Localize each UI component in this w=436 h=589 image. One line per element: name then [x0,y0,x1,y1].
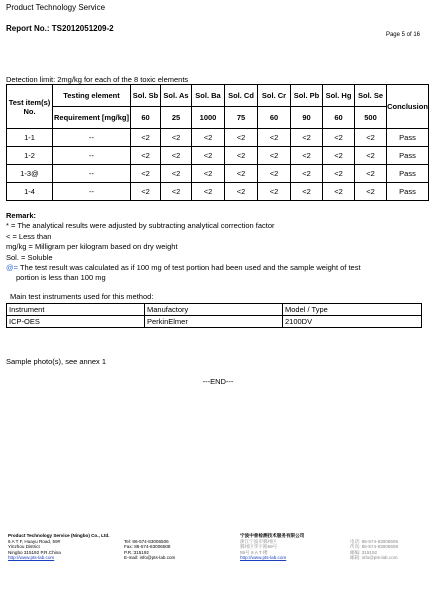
col-item-header: Test item(s) No. [7,85,53,129]
row-number: 1-4 [7,183,53,201]
remark-line: < = Less than [6,231,52,241]
result-cell: <2 [355,165,387,183]
table-row [7,165,429,183]
result-cell: <2 [323,183,355,201]
footer-fax: Fax: 86-574-83006508 [124,544,171,550]
results-table [6,84,429,201]
row-dash: -- [53,183,131,201]
element-header: Sol. Pb [291,85,323,107]
column-header: Model / Type [283,304,422,316]
remark-line: mg/kg = Milligram per kilogram based on dry weight [6,242,178,252]
remark-line-text: The test result was calculated as if 100 mg of test portion had been used and the sample weight of test [18,263,361,273]
table-row [7,129,429,147]
footer-company-cn [240,533,340,561]
result-cell: <2 [258,165,291,183]
footer-website-link-cn[interactable]: http://www.pts-lab.com [240,555,287,561]
table-row [7,147,429,165]
element-header: Sol. Cr [258,85,291,107]
page-number: Page 5 of 16 [385,32,420,38]
result-cell: <2 [355,129,387,147]
result-cell: <2 [225,165,258,183]
result-cell: <2 [161,183,192,201]
requirement-cell: 1000 [192,107,225,129]
column-header: Instrument [7,304,145,316]
element-header: Sol. As [161,85,192,107]
table-row [7,183,429,201]
footer-address: 6 A T F, Huayu Road, 59# [8,538,61,544]
result-cell: <2 [355,183,387,201]
result-cell: <2 [225,183,258,201]
result-cell: <2 [225,129,258,147]
requirement-cell: 25 [161,107,192,129]
instruments-table [6,303,422,328]
element-header: Sol. Sb [131,85,161,107]
footer-company-name-cn: 宁波中普检测技术服务有限公司 [240,533,305,538]
remark-line: portion is less than 100 mg [16,273,106,283]
footer-email-cn: 邮箱: info@pts-lab.com [350,555,398,561]
model-cell: 2100DV [283,316,422,328]
result-cell: <2 [225,147,258,165]
result-cell: <2 [192,129,225,147]
result-cell: <2 [192,147,225,165]
result-cell: <2 [192,165,225,183]
footer-address: Ningbo 315192 P.R.China [8,549,61,555]
row-number: 1-3@ [7,165,53,183]
row-number: 1-2 [7,147,53,165]
col-requirement-header: Requirement [mg/kg] [53,107,131,129]
result-cell: <2 [291,165,323,183]
result-cell: <2 [192,183,225,201]
row-dash: -- [53,147,131,165]
requirement-cell: 60 [131,107,161,129]
footer-postcode: P.R.:315192 [124,549,149,555]
row-number: 1-1 [7,129,53,147]
element-header: Sol. Hg [323,85,355,107]
result-cell: <2 [131,129,161,147]
header-company: Product Technology Service [6,3,106,12]
footer-tel: Tel: 86-574-83006506 [124,538,169,544]
result-cell: <2 [258,183,291,201]
result-cell: <2 [161,165,192,183]
result-cell: <2 [131,183,161,201]
element-header: Sol. Se [355,85,387,107]
row-dash: -- [53,129,131,147]
remark-line [6,263,426,273]
footer-contact-cn [350,533,432,561]
footer-email: E-mail: info@pts-lab.com [124,555,176,561]
remark-line: Sol. = Soluble [6,252,53,262]
footer-website-link[interactable]: http://www.pts-lab.com [8,555,55,561]
requirement-cell: 60 [323,107,355,129]
requirement-cell: 60 [258,107,291,129]
result-cell: <2 [323,147,355,165]
remark-title: Remark: [6,211,37,220]
result-cell: <2 [161,147,192,165]
element-header: Sol. Ba [192,85,225,107]
at-symbol: @= [6,263,18,273]
footer-company-en [8,533,126,561]
conclusion-cell: Pass [387,165,429,183]
result-cell: <2 [323,165,355,183]
table-header-row [7,304,422,316]
footer-fax-cn: 传真: 86-574-83006508 [350,544,399,550]
conclusion-cell: Pass [387,147,429,165]
footer-postcode-cn: 邮编: 315192 [350,549,378,555]
requirement-cell: 90 [291,107,323,129]
result-cell: <2 [161,129,192,147]
footer-address-cn: 59号 6 A T 楼 [240,549,268,555]
manufactory-cell: PerkinElmer [145,316,283,328]
footer-address-cn: 浙江宁波市鄞州区 [240,538,277,544]
footer-address-cn: 鄞州区华宇路59号 [240,544,278,550]
col-testing-element-header: Testing element [53,85,131,107]
footer-company-name: Product Technology Service (Ningbo) Co., Ltd. [8,533,110,538]
instruments-title: Main test instruments used for this method: [10,292,154,301]
end-mark: ---END--- [202,377,234,386]
instrument-cell: ICP-OES [7,316,145,328]
report-number: Report No.: TS2012051209-2 [6,24,114,33]
conclusion-cell: Pass [387,129,429,147]
result-cell: <2 [258,147,291,165]
remark-line: * = The analytical results were adjusted by subtracting analytical correction factor [6,221,275,231]
col-conclusion-header: Conclusion [387,85,429,129]
sample-photos-note: Sample photo(s), see annex 1 [6,357,107,366]
result-cell: <2 [355,147,387,165]
result-cell: <2 [131,147,161,165]
result-cell: <2 [131,165,161,183]
element-header: Sol. Cd [225,85,258,107]
result-cell: <2 [323,129,355,147]
result-cell: <2 [258,129,291,147]
table-row [7,316,422,328]
result-cell: <2 [291,183,323,201]
footer-contact-en [124,533,234,561]
column-header: Manufactory [145,304,283,316]
footer-address: Yinzhou District [8,544,40,550]
remark-section [6,211,426,284]
conclusion-cell: Pass [387,183,429,201]
detection-limit: Detection limit: 2mg/kg for each of the 8 toxic elements [6,75,189,84]
footer-tel-cn: 电话: 86-574-83006506 [350,538,399,544]
row-dash: -- [53,165,131,183]
requirement-cell: 500 [355,107,387,129]
result-cell: <2 [291,147,323,165]
result-cell: <2 [291,129,323,147]
requirement-cell: 75 [225,107,258,129]
